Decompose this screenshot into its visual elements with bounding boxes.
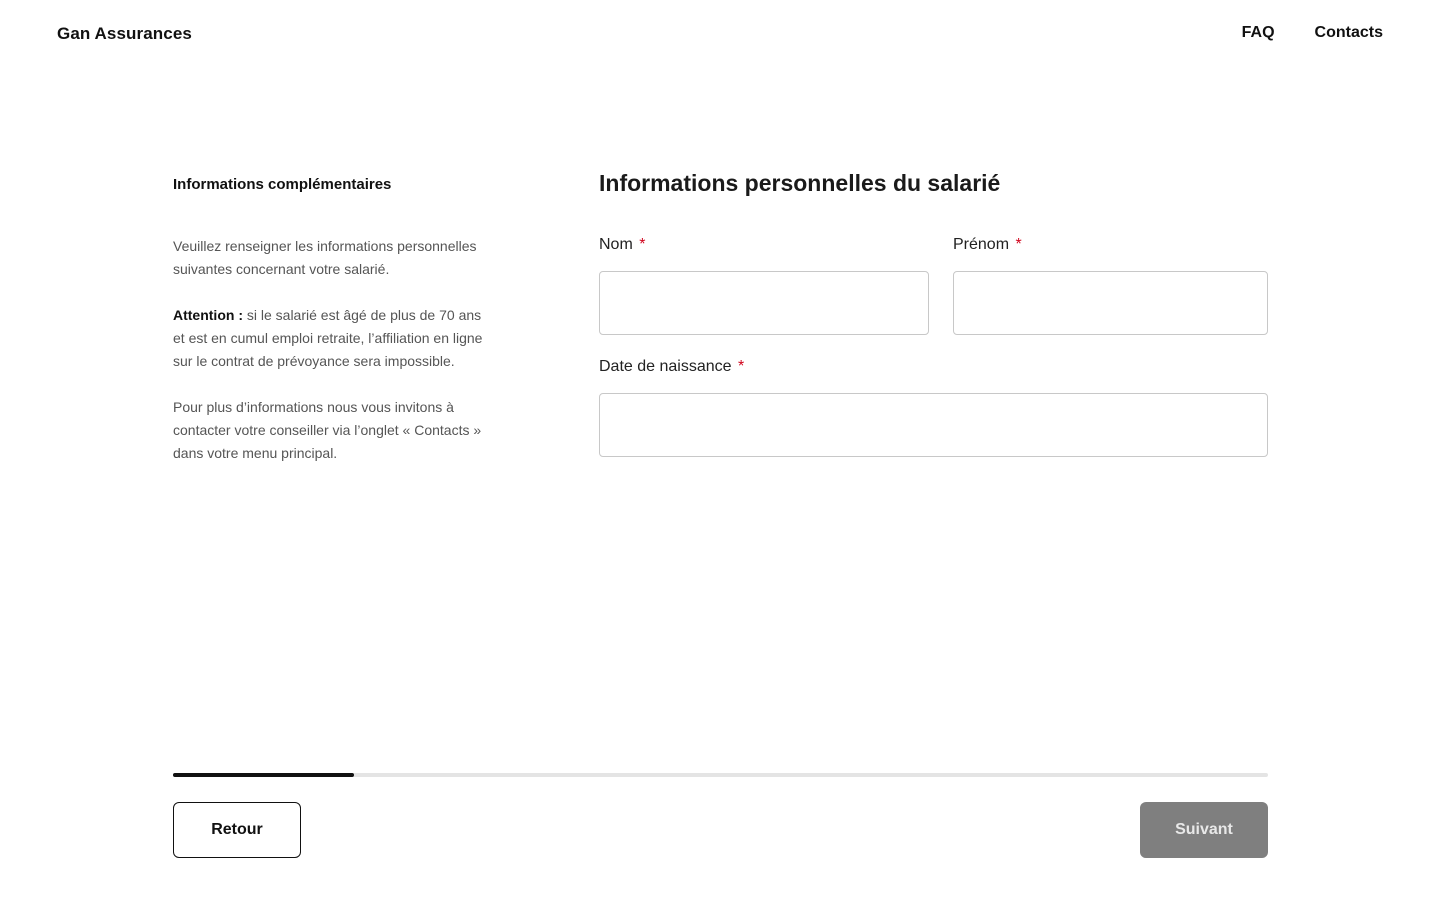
progress-fill [173, 773, 354, 777]
brand-logo-text[interactable]: Gan Assurances [57, 24, 192, 43]
required-marker: * [639, 236, 646, 253]
birthdate-row [599, 357, 1268, 457]
sidebar-attention [173, 304, 483, 373]
nom-label-text: Nom [599, 236, 633, 253]
date-naissance-label-text: Date de naissance [599, 358, 732, 375]
prenom-input[interactable] [953, 271, 1268, 335]
nav-link-faq[interactable]: FAQ [1241, 24, 1275, 41]
form-title: Informations personnelles du salarié [599, 170, 1001, 196]
field-nom [599, 235, 929, 335]
attention-text: si le salarié est âgé de plus de 70 ans et est en cumul emploi retraite, l’affiliation en ligne sur le contrat de prévoyance sera impossible. [173, 307, 483, 369]
nom-input[interactable] [599, 271, 929, 335]
sidebar-intro: Veuillez renseigner les informations personnelles suivantes concernant votre salarié. [173, 238, 477, 277]
field-prenom [953, 235, 1268, 335]
name-row [599, 235, 1268, 335]
prenom-label-text: Prénom [953, 236, 1010, 253]
prenom-label [953, 235, 1268, 255]
attention-label: Attention : [173, 307, 243, 323]
required-marker: * [1015, 236, 1022, 253]
info-sidebar [173, 176, 483, 488]
employee-form [599, 170, 1268, 479]
required-marker: * [737, 358, 745, 375]
top-nav [1242, 24, 1383, 42]
back-button[interactable]: Retour [173, 802, 301, 858]
next-button[interactable]: Suivant [1140, 802, 1268, 858]
progress-track [173, 773, 1268, 777]
date-naissance-input[interactable] [599, 393, 1268, 457]
sidebar-title: Informations complémentaires [173, 176, 392, 193]
field-date-naissance [599, 357, 1268, 457]
nom-label [599, 235, 929, 255]
nav-link-contacts[interactable]: Contacts [1314, 24, 1383, 41]
date-naissance-label [599, 357, 1268, 377]
sidebar-contact-info: Pour plus d’informations nous vous invitons à contacter votre conseiller via l’onglet « Contacts » dans votre menu principal. [173, 399, 482, 461]
